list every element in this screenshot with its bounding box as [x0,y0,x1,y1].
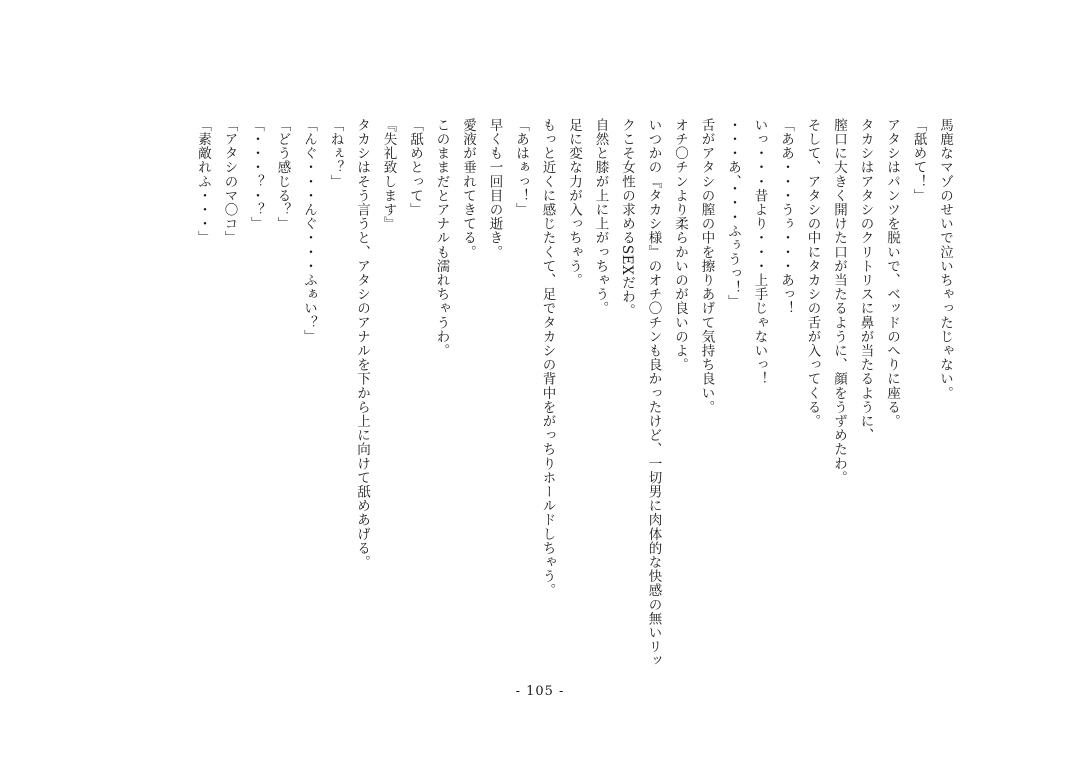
text-line: オチ〇チンより柔らかいのが良いのよ。 [672,118,688,372]
text-line: いつかの『タカシ様』のオチ〇チンも良かったけど、一切男に肉体的な快感の無いリッ [645,118,662,668]
text-line: 「あはぁっ！」 [513,118,529,217]
text-line: 「・・・？・？」 [248,118,264,231]
text-line: 「んぐ・・・んぐ・・・ふぁい？」 [301,118,317,344]
text-line: 「ああ・・・うぅ・・・あっ！ [778,118,794,316]
text-line: 「舐めとって」 [407,118,423,217]
text-line: アタシはパンツを脱いで、ベッドのへりに座る。 [884,118,900,429]
page-number: - 105 - [515,684,565,699]
text-line: 『失礼致します』 [380,118,397,231]
text-line: ・・・あ、・・・ふぅうっ！」 [725,118,741,309]
text-line: もっと近くに感じたくて、足でタカシの背中をがっちりホールドしちゃう。 [539,118,556,598]
text-line: 足に変な力が入っちゃう。 [566,118,582,288]
text-line: タカシはアタシのクリトリスに鼻が当たるように、 [857,118,874,443]
text-line: いっ・・・昔より・・・上手じゃないっ！ [751,118,768,386]
text-line: 舌がアタシの膣の中を擦りあげて気持ち良い。 [698,118,715,415]
vertical-text-body [190,118,959,678]
text-line: 膣口に大きく開けた口が当たるように、顔をうずめたわ。 [831,118,847,485]
text-line: 「どう感じる？」 [274,118,291,231]
text-line: 「アタシのマ〇コ」 [221,118,238,245]
text-line: クこそ女性の求めるSEXだわ。 [619,118,635,318]
text-line: 自然と膝が上に上がっちゃう。 [592,118,609,316]
text-line: 「ねぇ？」 [327,118,344,189]
text-line: そして、アタシの中にタカシの舌が入ってくる。 [804,118,821,429]
text-line: 馬鹿なマゾのせいで泣いちゃったじゃない。 [937,118,953,400]
text-line: 早くも一回目の逝き。 [486,118,503,259]
text-line: 「舐めて！」 [910,118,927,203]
text-line: タカシはそう言うと、アタシのアナルを下から上に向けて舐めあげる。 [354,118,370,570]
text-line: このままだとアナルも濡れちゃうわ。 [433,118,450,358]
text-line: 愛液が垂れてきてる。 [460,118,476,259]
text-line: 「素敵れふ・・・」 [195,118,211,245]
